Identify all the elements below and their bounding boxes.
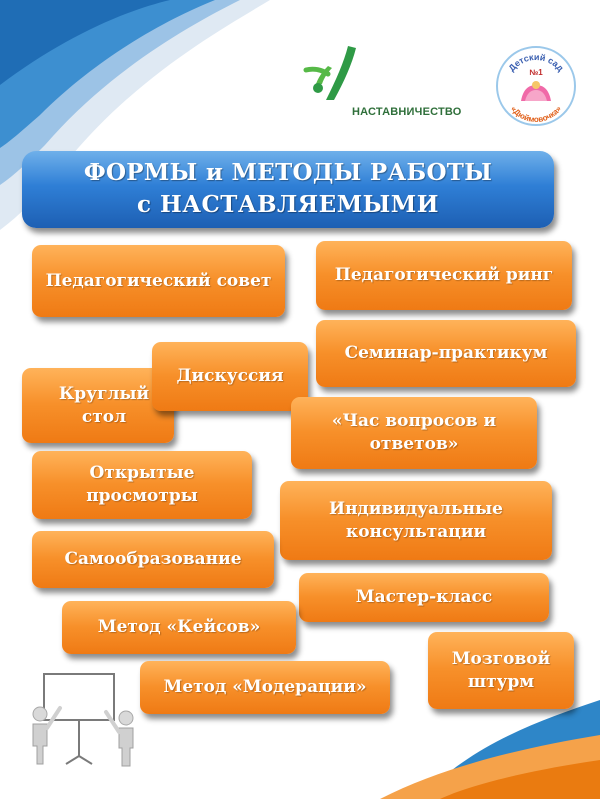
title-line-2: с НАСТАВЛЯЕМЫМИ [136,191,439,218]
method-cases: Метод «Кейсов» [62,601,296,654]
presenter-illustration [30,668,142,768]
method-individual: Индивидуальные консультации [280,481,552,560]
method-moderation: Метод «Модерации» [140,661,390,714]
kindergarten-number: №1 [529,68,543,77]
nastavnichestvo-emblem-icon [300,42,370,104]
method-brainstorm: Мозговой штурм [428,632,574,709]
method-open-views: Открытые просмотры [32,451,252,519]
nastavnichestvo-wordmark: НАСТАВНИЧЕСТВО [352,106,462,118]
method-ped-ring: Педагогический ринг [316,241,572,310]
method-discussion: Дискуссия [152,342,308,411]
kindergarten-bottom-text: «Дюймовочка» [508,104,564,125]
page-title [22,151,554,228]
method-qa-hour: «Час вопросов и ответов» [291,397,537,469]
method-self-education: Самообразование [32,531,274,588]
kindergarten-top-text: Детский сад [506,51,566,74]
title-line-1: ФОРМЫ и МЕТОДЫ РАБОТЫ [83,159,493,186]
method-ped-council: Педагогический совет [32,245,285,317]
method-round-table: Круглый стол [22,368,174,443]
method-seminar: Семинар-практикум [316,320,576,387]
nastavnichestvo-logo [300,42,470,132]
kindergarten-logo [495,45,577,127]
method-master-class: Мастер-класс [299,573,549,622]
